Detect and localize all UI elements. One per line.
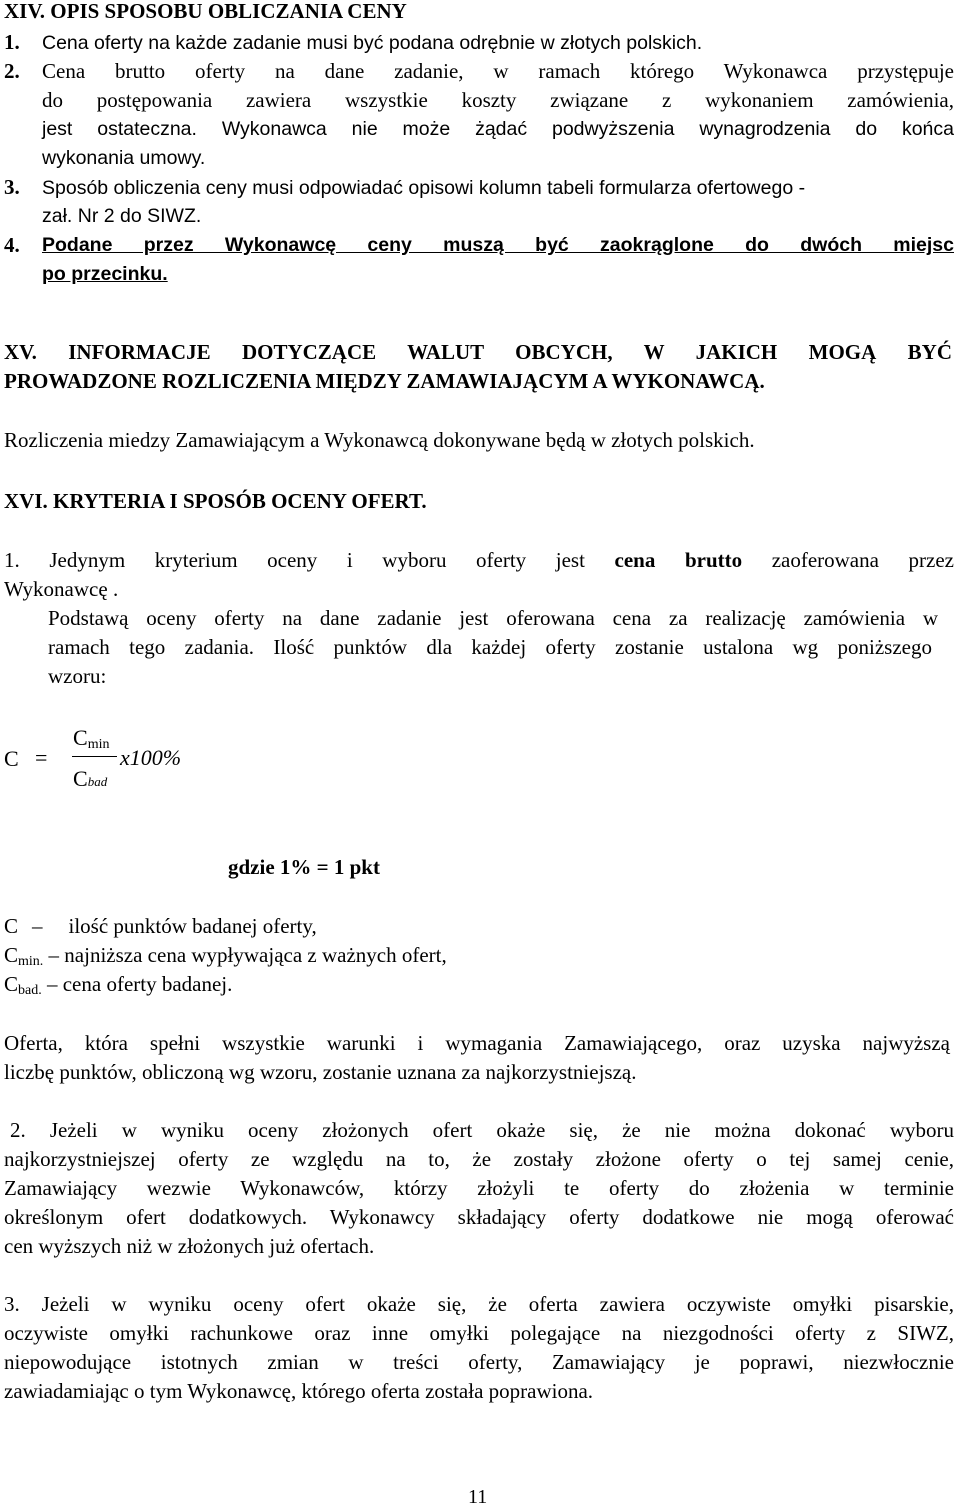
legend-dash: –	[48, 943, 60, 967]
section-14-item-2-line: do postępowania zawiera wszystkie koszty związane z wykonaniem zamówienia,	[42, 88, 954, 112]
section-14-item-4-line: po przecinku.	[42, 263, 168, 285]
section-14-item-2-line: wykonania umowy.	[42, 147, 206, 169]
formula-denominator-subscript: bad	[87, 774, 108, 789]
item-1-text: 1. Jedynym kryterium oceny i wyboru oferty jest	[4, 548, 615, 572]
bold-term: cena brutto	[614, 548, 743, 572]
section-14-item-3-line: zał. Nr 2 do SIWZ.	[42, 205, 202, 227]
section-14-item-1: Cena oferty na każde zadanie musi być podana odrębnie w złotych polskich.	[42, 32, 703, 54]
section-16-item-3-line: niepowodujące istotnych zmian w treści oferty, Zamawiający je poprawi, niezwłocznie	[4, 1350, 954, 1374]
formula-numerator	[73, 725, 109, 753]
formula-lhs: C	[4, 746, 19, 771]
item-number: 2.	[4, 59, 20, 83]
formula-numerator-symbol: C	[73, 725, 88, 750]
legend-dash: –	[46, 972, 58, 996]
legend-symbol: C	[4, 972, 19, 996]
section-14-item-2-line: jest ostateczna. Wykonawca nie może żądać podwyższenia wynagrodzenia do końca	[42, 118, 954, 140]
legend-description: najniższa cena wypływająca z ważnych ofert,	[64, 943, 447, 967]
legend-row	[4, 913, 317, 939]
section-14-item-3-line: Sposób obliczenia ceny musi odpowiadać opisowi kolumn tabeli formularza ofertowego -	[42, 177, 806, 199]
section-16-heading: XVI. KRYTERIA I SPOSÓB OCENY OFERT.	[4, 489, 427, 513]
section-16-item-3-line: 3. Jeżeli w wyniku oceny ofert okaże się, że oferta zawiera oczywiste omyłki pisarskie,	[4, 1292, 954, 1316]
legend-symbol: C	[4, 943, 19, 967]
formula-where: gdzie 1% = 1 pkt	[228, 855, 380, 879]
section-15-text: Rozliczenia miedzy Zamawiającym a Wykonawcą dokonywane będą w złotych polskich.	[4, 428, 755, 452]
legend-description: ilość punktów badanej oferty,	[68, 914, 317, 938]
section-14-heading: XIV. OPIS SPOSOBU OBLICZANIA CENY	[4, 0, 407, 23]
section-14-item-2-line: Cena brutto oferty na dane zadanie, w ramach którego Wykonawca przystępuje	[42, 59, 954, 83]
section-16-item-1-line	[4, 547, 954, 573]
section-16-item-2-line: określonym ofert dodatkowych. Wykonawcy składający oferty dodatkowe nie mogą oferować	[4, 1205, 954, 1229]
item-number: 3.	[4, 175, 20, 199]
summary-line: liczbę punktów, obliczoną wg wzoru, zostanie uznana za najkorzystniejszą.	[4, 1060, 637, 1084]
item-number: 1.	[4, 30, 20, 54]
section-14-item-4-line: Podane przez Wykonawcę ceny muszą być zaokrąglone do dwóch miejsc	[42, 234, 954, 256]
section-16-item-1-line: ramach tego zadania. Ilość punktów dla każdej oferty zostanie ustalona wg poniższego	[48, 635, 932, 659]
section-16-item-1-line: Podstawą oceny oferty na dane zadanie jest oferowana cena za realizację zamówienia w	[48, 606, 938, 630]
section-16-item-2-line: Zamawiający wezwie Wykonawców, którzy złożyli te oferty do złożenia w terminie	[4, 1176, 954, 1200]
item-number: 4.	[4, 233, 20, 257]
section-15-heading: PROWADZONE ROZLICZENIA MIĘDZY ZAMAWIAJĄCYM A WYKONAWCĄ.	[4, 369, 765, 393]
section-16-item-3-line: oczywiste omyłki rachunkowe oraz inne omyłki polegające na niezgodności oferty z SIWZ,	[4, 1321, 954, 1345]
formula-denominator	[73, 766, 107, 792]
page-number: 11	[468, 1486, 488, 1508]
section-16-item-1-line: wzoru:	[48, 664, 107, 688]
legend-subscript: min.	[18, 954, 44, 969]
legend-description: cena oferty badanej.	[62, 972, 233, 996]
legend-subscript: bad.	[18, 983, 42, 998]
section-16-item-1-line: Wykonawcę .	[4, 577, 119, 601]
section-16-item-2-line: cen wyższych niż w złożonych już ofertach.	[4, 1234, 375, 1258]
legend-row	[4, 971, 232, 1004]
section-16-item-2-line: 2. Jeżeli w wyniku oceny złożonych ofert okaże się, że nie można dokonać wyboru	[10, 1118, 954, 1142]
section-15-heading: XV. INFORMACJE DOTYCZĄCE WALUT OBCYCH, W JAKICH MOGĄ BYĆ	[4, 340, 952, 364]
summary-line: Oferta, która spełni wszystkie warunki i wymagania Zamawiającego, oraz uzyska najwyższą	[4, 1031, 950, 1055]
legend-dash: –	[32, 914, 43, 938]
section-16-item-3-line: zawiadamiając o tym Wykonawcę, którego oferta została poprawiona.	[4, 1379, 594, 1403]
legend-symbol: C	[4, 914, 19, 938]
fraction-bar	[72, 756, 117, 757]
formula-denominator-symbol: C	[73, 766, 88, 791]
section-16-item-2-line: najkorzystniejszej oferty ze względu na to, że zostały złożone oferty o tej samej cenie,	[4, 1147, 954, 1171]
item-1-text: zaoferowana przez	[742, 548, 954, 572]
formula-numerator-subscript: min	[87, 737, 110, 752]
formula-equals: =	[35, 745, 48, 770]
formula-rhs: x100%	[120, 745, 182, 770]
